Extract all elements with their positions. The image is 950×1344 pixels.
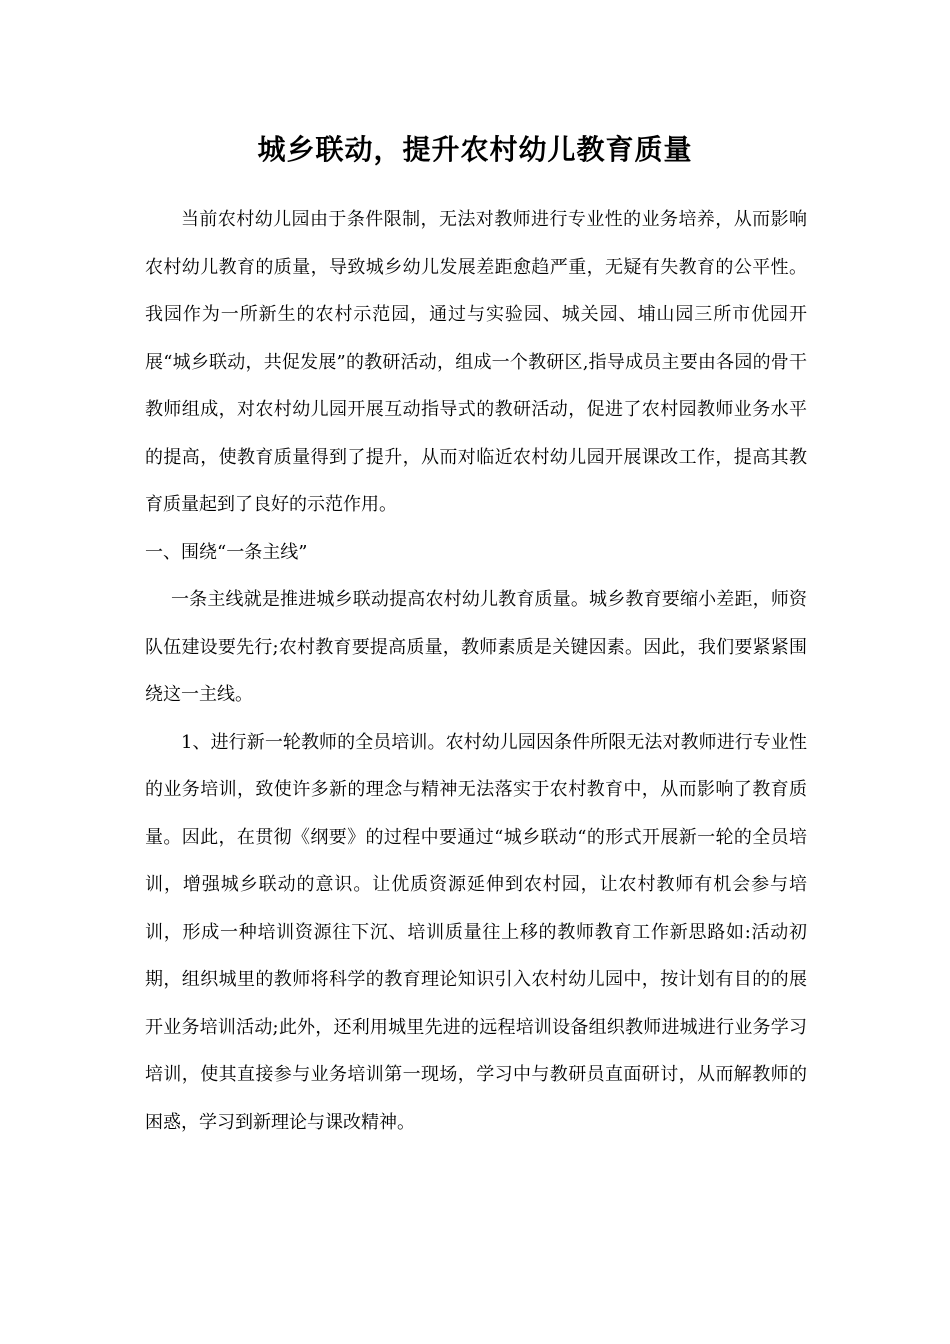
document-body (145, 196, 807, 1146)
document-title: 城乡联动，提升农村幼儿教育质量 (257, 133, 693, 166)
intro-paragraph: 当前农村幼儿园由于条件限制，无法对教师进行专业性的业务培养，从而影响农村幼儿教育的质量，导致城乡幼儿发展差距愈趋严重，无疑有失教育的公平性。我园作为一所新生的农村示范园，通过与实验园、城关园、埔山园三所市优园开展“城乡联动，共促发展”的教研活动，组成一个教研区,指导成员主要由各园的骨干教师组成，对农村幼儿园开展互动指导式的教研活动，促进了农村园教师业务水平的提高，使教育质量得到了提升，从而对临近农村幼儿园开展课改工作，提高其教育质量起到了良好的示范作用。 (145, 209, 807, 515)
training-paragraph: 1、进行新一轮教师的全员培训。农村幼儿园因条件所限无法对教师进行专业性的业务培训，致使许多新的理念与精神无法落实于农村教育中，从而影响了教育质量。因此，在贯彻《纲要》的过程中要通过“城乡联动“的形式开展新一轮的全员培训，增强城乡联动的意识。让优质资源延伸到农村园，让农村教师有机会参与培训，形成一种培训资源往下沉、培训质量往上移的教师教育工作新思路如:活动初期，组织城里的教师将科学的教育理论知识引入农村幼儿园中，按计划有目的的展开业务培训活动;此外，还利用城里先进的远程培训设备组织教师进城进行业务学习培训，使其直接参与业务培训第一现场，学习中与教研员直面研讨，从而解教师的困惑，学习到新理论与课改精神。 (145, 731, 807, 1133)
main-line-paragraph: 一条主线就是推进城乡联动提高农村幼儿教育质量。城乡教育要缩小差距，师资队伍建设要先行;农村教育要提高质量，教师素质是关键因素。因此，我们要紧紧围绕这一主线。 (145, 589, 807, 705)
section-heading-one: 一、围绕“一条主线” (145, 541, 308, 563)
